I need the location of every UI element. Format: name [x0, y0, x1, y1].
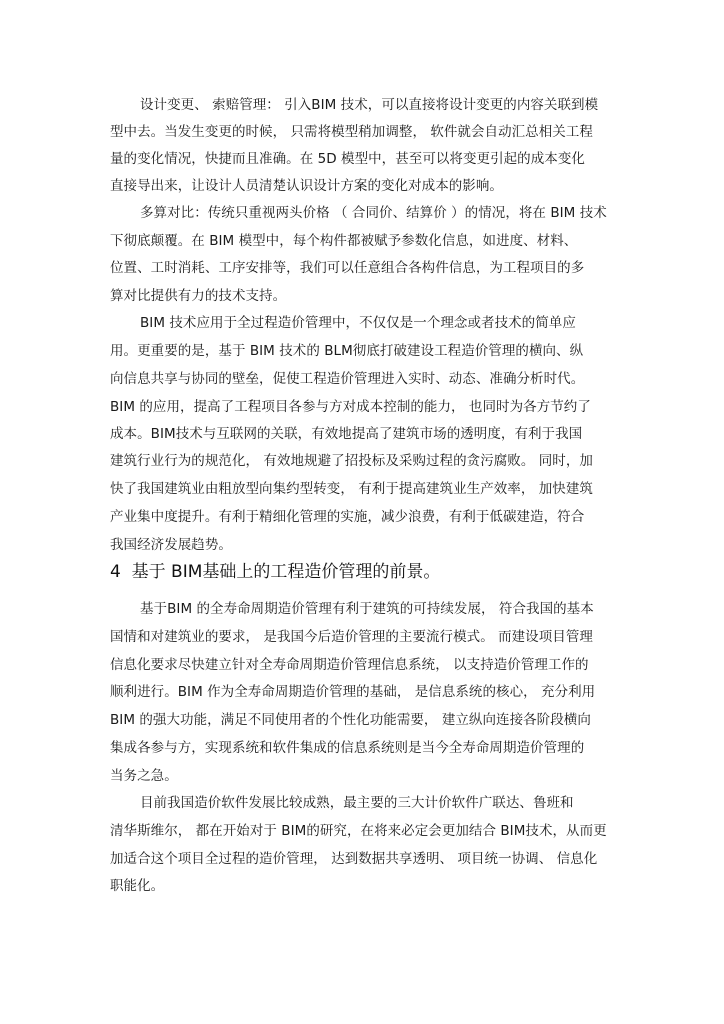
- text-line: 当务之急。: [110, 768, 178, 784]
- text-line: 顺利进行。BIM 作为全寿命周期造价管理的基础， 是信息系统的核心， 充分利用: [110, 684, 596, 700]
- text-line: 产业集中度提升。有利于精细化管理的实施，减少浪费，有利于低碳建造，符合: [110, 509, 585, 525]
- text-line: 位置、工时消耗、工序安排等，我们可以任意组合各构件信息，为工程项目的多: [110, 260, 585, 276]
- text-line: 集成各参与方，实现系统和软件集成的信息系统则是当今全寿命周期造价管理的: [110, 740, 585, 756]
- text-line: 型中去。当发生变更的时候， 只需将模型稍加调整， 软件就会自动汇总相关工程: [110, 124, 593, 140]
- text-line: BIM 技术应用于全过程造价管理中，不仅仅是一个理念或者技术的简单应: [140, 315, 576, 331]
- text-line: 目前我国造价软件发展比较成熟，最主要的三大计价软件广联达、鲁班和: [140, 795, 574, 811]
- text-line: 算对比提供有力的技术支持。: [110, 288, 287, 304]
- text-line: 信息化要求尽快建立针对全寿命周期造价管理信息系统， 以支持造价管理工作的: [110, 657, 589, 673]
- section-heading: 4 基于 BIM基础上的工程造价管理的前景。: [110, 562, 441, 582]
- text-line: 用。更重要的是，基于 BIM 技术的 BLM彻底打破建设工程造价管理的横向、纵: [110, 343, 584, 359]
- text-line: 设计变更、 索赔管理： 引入BIM 技术，可以直接将设计变更的内容关联到模: [140, 97, 599, 113]
- text-line: 成本。BIM技术与互联网的关联，有效地提高了建筑市场的透明度，有利于我国: [110, 426, 583, 442]
- text-line: 基于BIM 的全寿命周期造价管理有利于建筑的可持续发展， 符合我国的基本: [140, 601, 594, 617]
- text-line: 我国经济发展趋势。: [110, 537, 232, 553]
- text-line: 快了我国建筑业由粗放型向集约型转变， 有利于提高建筑业生产效率， 加快建筑: [110, 481, 593, 497]
- text-line: 下彻底颠覆。在 BIM 模型中，每个构件都被赋予参数化信息，如进度、材料、: [110, 233, 578, 249]
- text-line: 量的变化情况，快捷而且准确。在 5D 模型中，甚至可以将变更引起的成本变化: [110, 151, 585, 167]
- text-line: 多算对比：传统只重视两头价格 （ 合同价、结算价 ）的情况，将在 BIM 技术: [140, 205, 607, 221]
- text-line: 清华斯维尔， 都在开始对于 BIM的研究，在将来必定会更加结合 BIM技术，从而更: [110, 823, 607, 839]
- text-line: 建筑行业行为的规范化， 有效地规避了招投标及采购过程的贪污腐败。 同时，加: [110, 453, 593, 469]
- text-line: 职能化。: [110, 878, 165, 894]
- text-line: 直接导出来，让设计人员清楚认识设计方案的变化对成本的影响。: [110, 178, 503, 194]
- text-line: 国情和对建筑业的要求， 是我国今后造价管理的主要流行模式。 而建设项目管理: [110, 629, 593, 645]
- text-line: BIM 的应用，提高了工程项目各参与方对成本控制的能力， 也同时为各方节约了: [110, 399, 591, 415]
- text-line: BIM 的强大功能，满足不同使用者的个性化功能需要， 建立纵向连接各阶段横向: [110, 712, 591, 728]
- text-line: 加适合这个项目全过程的造价管理， 达到数据共享透明、 项目统一协调、 信息化: [110, 851, 598, 867]
- text-line: 向信息共享与协同的壁垒，促使工程造价管理进入实时、动态、准确分析时代。: [110, 371, 585, 387]
